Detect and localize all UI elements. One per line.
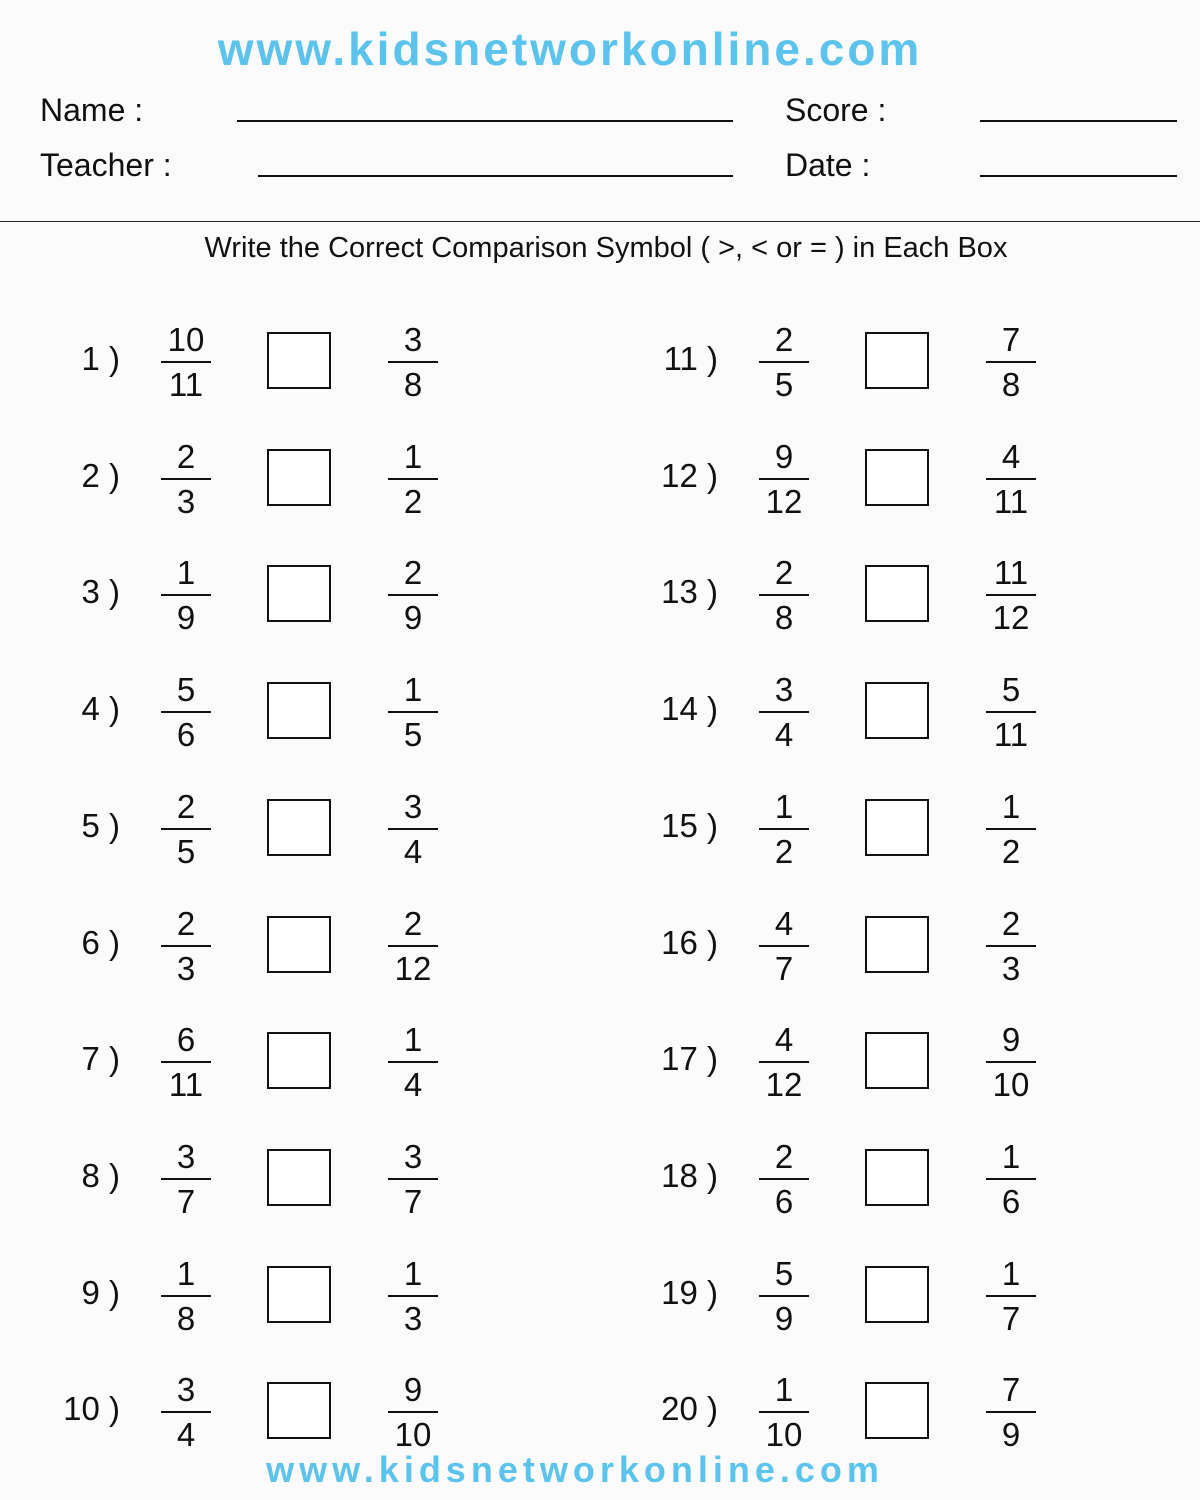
- numerator: 1: [1001, 1254, 1021, 1292]
- problem-number: 4 ): [81, 690, 120, 728]
- right-fraction: [986, 670, 1036, 755]
- fraction-bar: [986, 945, 1036, 947]
- denominator: 6: [176, 716, 196, 754]
- fraction-bar: [161, 1178, 211, 1180]
- numerator: 6: [176, 1021, 196, 1059]
- left-fraction: [759, 320, 809, 405]
- problem-item: [598, 904, 1158, 994]
- denominator: 9: [403, 599, 423, 637]
- denominator: 3: [1001, 949, 1021, 987]
- fraction-bar: [388, 945, 438, 947]
- right-fraction: [388, 1254, 438, 1339]
- problem-item: [0, 1020, 560, 1110]
- numerator: 3: [403, 787, 423, 825]
- answer-box[interactable]: [267, 449, 331, 506]
- problem-number: 20 ): [661, 1390, 718, 1428]
- site-url-header: www.kidsnetworkonline.com: [217, 23, 923, 75]
- denominator: 6: [774, 1182, 794, 1220]
- denominator: 8: [176, 1299, 196, 1337]
- problem-item: [0, 553, 560, 643]
- problem-item: [0, 437, 560, 527]
- problem-number: 3 ): [81, 573, 120, 611]
- fraction-bar: [388, 594, 438, 596]
- answer-box[interactable]: [267, 1032, 331, 1089]
- numerator: 2: [176, 787, 196, 825]
- numerator: 1: [1001, 1137, 1021, 1175]
- answer-box[interactable]: [865, 565, 929, 622]
- name-label: Name :: [40, 92, 144, 128]
- denominator: 9: [176, 599, 196, 637]
- problem-number: 2 ): [81, 456, 120, 494]
- numerator: 3: [403, 1137, 423, 1175]
- denominator: 3: [403, 1299, 423, 1337]
- left-fraction: [161, 1137, 211, 1222]
- left-fraction: [759, 1370, 809, 1455]
- denominator: 2: [1001, 832, 1021, 870]
- denominator: 10: [394, 1416, 432, 1454]
- right-fraction: [986, 904, 1036, 989]
- right-fraction: [388, 320, 438, 405]
- answer-box[interactable]: [267, 565, 331, 622]
- denominator: 4: [176, 1416, 196, 1454]
- problem-item: [0, 787, 560, 877]
- answer-box[interactable]: [267, 1266, 331, 1323]
- denominator: 3: [176, 482, 196, 520]
- denominator: 10: [992, 1066, 1030, 1104]
- fraction-bar: [161, 361, 211, 363]
- numerator: 9: [403, 1371, 423, 1409]
- problem-item: [598, 670, 1158, 760]
- left-fraction: [759, 553, 809, 638]
- denominator: 5: [774, 366, 794, 403]
- right-fraction: [388, 1020, 438, 1105]
- teacher-label: Teacher :: [40, 147, 172, 183]
- fraction-bar: [759, 1061, 809, 1063]
- right-fraction: [986, 320, 1036, 405]
- numerator: 2: [176, 437, 196, 475]
- fraction-bar: [161, 478, 211, 480]
- numerator: 2: [774, 1137, 794, 1175]
- numerator: 2: [1001, 904, 1021, 942]
- fraction-bar: [759, 1178, 809, 1180]
- fraction-bar: [986, 361, 1036, 363]
- numerator: 3: [774, 671, 794, 709]
- left-fraction: [161, 1020, 211, 1105]
- problem-item: [0, 670, 560, 760]
- problem-number: 11 ): [663, 340, 718, 377]
- numerator: 11: [993, 554, 1029, 592]
- denominator: 8: [1001, 366, 1021, 403]
- denominator: 11: [168, 366, 204, 403]
- numerator: 1: [403, 1021, 423, 1059]
- problem-item: [0, 320, 560, 410]
- denominator: 9: [774, 1299, 794, 1337]
- denominator: 2: [774, 832, 794, 870]
- answer-box[interactable]: [267, 682, 331, 739]
- problem-number: 10 ): [63, 1390, 120, 1428]
- right-fraction: [388, 437, 438, 522]
- fraction-bar: [759, 478, 809, 480]
- numerator: 1: [403, 437, 423, 475]
- teacher-field-line[interactable]: [258, 175, 733, 177]
- numerator: 2: [774, 321, 794, 358]
- problem-number: 6 ): [81, 923, 120, 961]
- problem-number: 5 ): [81, 806, 120, 844]
- fraction-bar: [986, 478, 1036, 480]
- fraction-bar: [388, 1295, 438, 1297]
- denominator: 12: [765, 482, 803, 520]
- answer-box[interactable]: [865, 799, 929, 856]
- denominator: 7: [176, 1182, 196, 1220]
- denominator: 2: [403, 482, 423, 520]
- problem-item: [0, 1137, 560, 1227]
- right-fraction: [986, 1137, 1036, 1222]
- problem-item: [0, 904, 560, 994]
- numerator: 2: [176, 904, 196, 942]
- right-fraction: [986, 1254, 1036, 1339]
- left-fraction: [759, 1254, 809, 1339]
- denominator: 11: [993, 482, 1029, 520]
- problem-item: [598, 1020, 1158, 1110]
- fraction-bar: [986, 1411, 1036, 1413]
- denominator: 5: [403, 716, 423, 754]
- answer-box[interactable]: [267, 332, 331, 389]
- right-fraction: [388, 670, 438, 755]
- score-label: Score :: [785, 92, 887, 128]
- fraction-bar: [986, 711, 1036, 713]
- right-fraction: [986, 1370, 1036, 1455]
- fraction-bar: [161, 1061, 211, 1063]
- fraction-bar: [161, 594, 211, 596]
- fraction-bar: [388, 1178, 438, 1180]
- numerator: 1: [176, 1254, 196, 1292]
- denominator: 4: [403, 1066, 423, 1104]
- fraction-bar: [986, 594, 1036, 596]
- fraction-bar: [388, 361, 438, 363]
- denominator: 5: [176, 832, 196, 870]
- problem-number: 13 ): [661, 573, 718, 611]
- denominator: 8: [774, 599, 794, 637]
- problem-item: [598, 787, 1158, 877]
- denominator: 12: [992, 599, 1030, 637]
- denominator: 3: [176, 949, 196, 987]
- numerator: 4: [774, 904, 794, 942]
- fraction-bar: [759, 1295, 809, 1297]
- numerator: 1: [403, 1254, 423, 1292]
- fraction-bar: [161, 1295, 211, 1297]
- problem-number: 19 ): [661, 1273, 718, 1311]
- numerator: 3: [403, 321, 423, 358]
- left-fraction: [161, 670, 211, 755]
- fraction-bar: [759, 828, 809, 830]
- right-fraction: [388, 1137, 438, 1222]
- right-fraction: [388, 904, 438, 989]
- left-fraction: [161, 437, 211, 522]
- numerator: 1: [774, 787, 794, 825]
- name-field-line[interactable]: [237, 120, 733, 122]
- left-fraction: [161, 1370, 211, 1455]
- score-field-line[interactable]: [980, 120, 1177, 122]
- denominator: 4: [403, 832, 423, 870]
- denominator: 9: [1001, 1416, 1021, 1454]
- problem-number: 14 ): [661, 690, 718, 728]
- denominator: 11: [168, 1066, 204, 1104]
- numerator: 7: [1001, 321, 1021, 358]
- problem-number: 16 ): [661, 923, 718, 961]
- site-url-footer: www.kidsnetworkonline.com: [266, 1449, 884, 1490]
- right-fraction: [986, 1020, 1036, 1105]
- numerator: 5: [1001, 671, 1021, 709]
- instruction-text: Write the Correct Comparison Symbol ( >, < or = ) in Each Box: [204, 232, 1008, 264]
- numerator: 9: [774, 437, 794, 475]
- fraction-bar: [388, 1061, 438, 1063]
- problem-number: 15 ): [661, 806, 718, 844]
- answer-box[interactable]: [267, 1382, 331, 1439]
- fraction-bar: [986, 828, 1036, 830]
- numerator: 3: [176, 1371, 196, 1409]
- denominator: 7: [774, 949, 794, 987]
- problem-number: 8 ): [81, 1156, 120, 1194]
- fraction-bar: [759, 945, 809, 947]
- problem-number: 1 ): [81, 340, 120, 377]
- problem-item: [598, 437, 1158, 527]
- problem-number: 18 ): [661, 1156, 718, 1194]
- answer-box[interactable]: [267, 799, 331, 856]
- fraction-bar: [161, 1411, 211, 1413]
- answer-box[interactable]: [865, 1382, 929, 1439]
- problem-number: 9 ): [81, 1273, 120, 1311]
- numerator: 1: [403, 671, 423, 709]
- fraction-bar: [986, 1178, 1036, 1180]
- numerator: 2: [403, 904, 423, 942]
- left-fraction: [759, 904, 809, 989]
- right-fraction: [986, 437, 1036, 522]
- numerator: 2: [774, 554, 794, 592]
- fraction-bar: [986, 1295, 1036, 1297]
- numerator: 9: [1001, 1021, 1021, 1059]
- right-fraction: [388, 787, 438, 872]
- numerator: 1: [774, 1371, 794, 1409]
- numerator: 2: [403, 554, 423, 592]
- numerator: 5: [774, 1254, 794, 1292]
- numerator: 4: [1001, 437, 1021, 475]
- right-fraction: [388, 1370, 438, 1455]
- problem-item: [0, 1370, 560, 1460]
- problem-number: 7 ): [81, 1040, 120, 1078]
- answer-box[interactable]: [267, 916, 331, 973]
- answer-box[interactable]: [865, 1266, 929, 1323]
- left-fraction: [759, 1137, 809, 1222]
- numerator: 7: [1001, 1371, 1021, 1409]
- denominator: 6: [1001, 1182, 1021, 1220]
- fraction-bar: [759, 711, 809, 713]
- left-fraction: [161, 1254, 211, 1339]
- answer-box[interactable]: [865, 682, 929, 739]
- denominator: 12: [394, 949, 432, 987]
- numerator: 5: [176, 671, 196, 709]
- fraction-bar: [388, 828, 438, 830]
- numerator: 1: [176, 554, 196, 592]
- denominator: 12: [765, 1066, 803, 1104]
- fraction-bar: [986, 1061, 1036, 1063]
- left-fraction: [759, 437, 809, 522]
- problem-item: [0, 1254, 560, 1344]
- right-fraction: [986, 787, 1036, 872]
- answer-box[interactable]: [267, 1149, 331, 1206]
- numerator: 1: [1001, 787, 1021, 825]
- fraction-bar: [759, 594, 809, 596]
- left-fraction: [759, 1020, 809, 1105]
- answer-box[interactable]: [865, 332, 929, 389]
- denominator: 7: [1001, 1299, 1021, 1337]
- numerator: 10: [167, 321, 205, 358]
- denominator: 7: [403, 1182, 423, 1220]
- problem-item: [598, 1370, 1158, 1460]
- fraction-bar: [759, 1411, 809, 1413]
- fraction-bar: [161, 945, 211, 947]
- problem-number: 17 ): [661, 1040, 718, 1078]
- date-field-line[interactable]: [980, 175, 1177, 177]
- left-fraction: [759, 670, 809, 755]
- right-fraction: [986, 553, 1036, 638]
- answer-box[interactable]: [865, 1149, 929, 1206]
- fraction-bar: [161, 828, 211, 830]
- left-fraction: [161, 904, 211, 989]
- left-fraction: [759, 787, 809, 872]
- left-fraction: [161, 320, 211, 405]
- problem-item: [598, 1137, 1158, 1227]
- fraction-bar: [388, 711, 438, 713]
- denominator: 4: [774, 716, 794, 754]
- answer-box[interactable]: [865, 916, 929, 973]
- left-fraction: [161, 553, 211, 638]
- problem-number: 12 ): [661, 456, 718, 494]
- answer-box[interactable]: [865, 1032, 929, 1089]
- header-divider: [0, 221, 1200, 222]
- answer-box[interactable]: [865, 449, 929, 506]
- denominator: 8: [403, 366, 423, 403]
- fraction-bar: [388, 1411, 438, 1413]
- fraction-bar: [388, 478, 438, 480]
- fraction-bar: [759, 361, 809, 363]
- numerator: 3: [176, 1137, 196, 1175]
- denominator: 11: [993, 716, 1029, 754]
- date-label: Date :: [785, 147, 871, 183]
- left-fraction: [161, 787, 211, 872]
- problem-item: [598, 553, 1158, 643]
- right-fraction: [388, 553, 438, 638]
- numerator: 4: [774, 1021, 794, 1059]
- problem-item: [598, 320, 1158, 410]
- fraction-bar: [161, 711, 211, 713]
- problem-item: [598, 1254, 1158, 1344]
- denominator: 10: [765, 1416, 803, 1454]
